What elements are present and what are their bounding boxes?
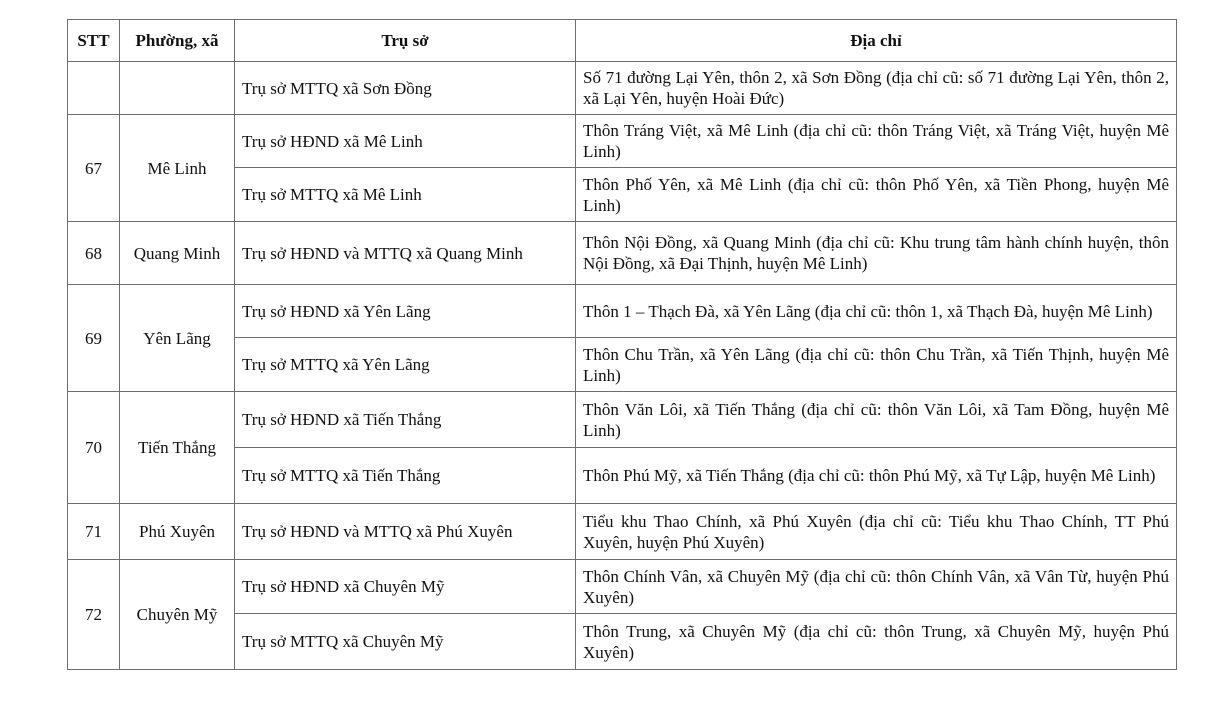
address-cell: Thôn Nội Đồng, xã Quang Minh (địa chỉ cũ: Khu trung tâm hành chính huyện, thôn Nội Đồng, xã Đại Thịnh, huyện Mê Linh)	[576, 222, 1177, 285]
address-cell: Thôn 1 – Thạch Đà, xã Yên Lãng (địa chỉ cũ: thôn 1, xã Thạch Đà, huyện Mê Linh)	[576, 285, 1177, 338]
table-row	[68, 115, 1177, 168]
office-cell: Trụ sở MTTQ xã Mê Linh	[235, 168, 576, 222]
office-address-table	[67, 19, 1177, 670]
address-cell: Thôn Chính Vân, xã Chuyên Mỹ (địa chỉ cũ: thôn Chính Vân, xã Vân Từ, huyện Phú Xuyên)	[576, 560, 1177, 614]
table-row	[68, 448, 1177, 504]
ward-cell: Chuyên Mỹ	[120, 560, 235, 670]
header-stt: STT	[68, 20, 120, 62]
table-header	[68, 20, 1177, 62]
address-cell: Thôn Phố Yên, xã Mê Linh (địa chỉ cũ: thôn Phố Yên, xã Tiền Phong, huyện Mê Linh)	[576, 168, 1177, 222]
ward-cell	[120, 62, 235, 115]
table-row	[68, 222, 1177, 285]
ward-cell: Mê Linh	[120, 115, 235, 222]
table-row	[68, 392, 1177, 448]
table-row	[68, 504, 1177, 560]
ward-cell: Phú Xuyên	[120, 504, 235, 560]
table-body	[68, 62, 1177, 670]
stt-cell: 70	[68, 392, 120, 504]
office-cell: Trụ sở HĐND xã Tiến Thắng	[235, 392, 576, 448]
stt-cell: 69	[68, 285, 120, 392]
address-cell: Số 71 đường Lại Yên, thôn 2, xã Sơn Đồng (địa chỉ cũ: số 71 đường Lại Yên, thôn 2, xã Lại Yên, huyện Hoài Đức)	[576, 62, 1177, 115]
ward-cell: Quang Minh	[120, 222, 235, 285]
table-row	[68, 560, 1177, 614]
ward-cell: Yên Lãng	[120, 285, 235, 392]
address-cell: Thôn Phú Mỹ, xã Tiến Thắng (địa chỉ cũ: thôn Phú Mỹ, xã Tự Lập, huyện Mê Linh)	[576, 448, 1177, 504]
header-ward: Phường, xã	[120, 20, 235, 62]
office-cell: Trụ sở HĐND xã Chuyên Mỹ	[235, 560, 576, 614]
table-row	[68, 285, 1177, 338]
table-row	[68, 614, 1177, 670]
ward-cell: Tiến Thắng	[120, 392, 235, 504]
office-cell: Trụ sở HĐND xã Yên Lãng	[235, 285, 576, 338]
office-cell: Trụ sở MTTQ xã Sơn Đồng	[235, 62, 576, 115]
address-cell: Thôn Chu Trần, xã Yên Lãng (địa chỉ cũ: thôn Chu Trần, xã Tiến Thịnh, huyện Mê Linh)	[576, 338, 1177, 392]
office-cell: Trụ sở MTTQ xã Tiến Thắng	[235, 448, 576, 504]
stt-cell: 68	[68, 222, 120, 285]
office-cell: Trụ sở HĐND và MTTQ xã Quang Minh	[235, 222, 576, 285]
header-office: Trụ sở	[235, 20, 576, 62]
address-cell: Thôn Trung, xã Chuyên Mỹ (địa chỉ cũ: thôn Trung, xã Chuyên Mỹ, huyện Phú Xuyên)	[576, 614, 1177, 670]
table-row	[68, 168, 1177, 222]
office-cell: Trụ sở MTTQ xã Chuyên Mỹ	[235, 614, 576, 670]
header-address: Địa chỉ	[576, 20, 1177, 62]
office-cell: Trụ sở HĐND và MTTQ xã Phú Xuyên	[235, 504, 576, 560]
address-cell: Thôn Văn Lôi, xã Tiến Thắng (địa chỉ cũ: thôn Văn Lôi, xã Tam Đồng, huyện Mê Linh)	[576, 392, 1177, 448]
header-row	[68, 20, 1177, 62]
table-row	[68, 62, 1177, 115]
stt-cell: 67	[68, 115, 120, 222]
table-row	[68, 338, 1177, 392]
office-cell: Trụ sở MTTQ xã Yên Lãng	[235, 338, 576, 392]
stt-cell	[68, 62, 120, 115]
stt-cell: 71	[68, 504, 120, 560]
address-cell: Tiểu khu Thao Chính, xã Phú Xuyên (địa chỉ cũ: Tiểu khu Thao Chính, TT Phú Xuyên, huyện Phú Xuyên)	[576, 504, 1177, 560]
office-cell: Trụ sở HĐND xã Mê Linh	[235, 115, 576, 168]
address-cell: Thôn Tráng Việt, xã Mê Linh (địa chỉ cũ: thôn Tráng Việt, xã Tráng Việt, huyện Mê Linh)	[576, 115, 1177, 168]
stt-cell: 72	[68, 560, 120, 670]
